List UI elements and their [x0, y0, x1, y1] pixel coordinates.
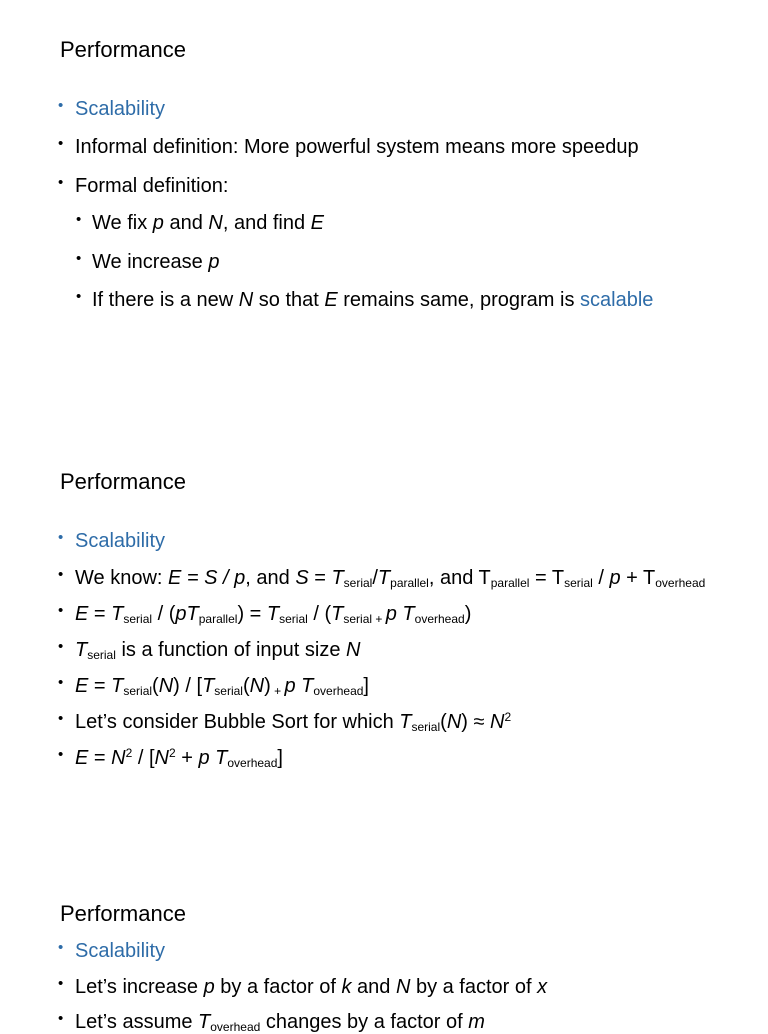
slide-title: Performance	[60, 37, 186, 62]
slide-title: Performance	[60, 469, 186, 494]
bullet-efficiency-n-squared: • $E = N^2 / [N^2 + p$ $T_{overhead}$]	[75, 746, 283, 770]
bullet-increase-p: • We increase p	[92, 250, 219, 274]
bullet-assume-overhead: • Let’s assume $T_{overhead}$ changes by a factor of m	[75, 1010, 485, 1034]
bullet-scalability: • Scalability	[75, 529, 165, 553]
bullet-informal-definition: • Informal definition: More powerful system means more speedup	[75, 135, 639, 159]
bullet-formal-definition: • Formal definition:	[75, 174, 228, 198]
bullet-efficiency-formula: • $E = T_{serial} / (pT_{parallel}) = T_{serial} / (T_{serial}$ $_+$ p $T_{overhead}$)	[75, 602, 471, 626]
bullet-increase-p-n: • Let’s increase p by a factor of k and N by a factor of x	[75, 975, 547, 999]
scalable-term: scalable	[580, 289, 654, 311]
bullet-new-n-scalable: • If there is a new N so that E remains same, program is scalable	[92, 288, 653, 312]
bullet-tserial-function: • $T_{serial}$ is a function of input size N	[75, 638, 361, 662]
bullet-efficiency-n: • $E = T_{serial}(N) / [T_{serial}(N)$ $_+$ p $T_{overhead}$]	[75, 674, 369, 698]
bullet-scalability: • Scalability	[75, 939, 165, 963]
bullet-fix-p-n: • We fix p and N, and find E	[92, 211, 324, 235]
slide-title: Performance	[60, 901, 186, 926]
bullet-we-know: • We know: E = S / p, and $S = T_{serial}/T_{parallel}$, and $T_{parallel} = T_{serial} / p + T_{overhead}$	[75, 566, 705, 590]
bullet-bubble-sort: • Let’s consider Bubble Sort for which $T_{serial}(N) \approx N^2$	[75, 710, 511, 734]
bullet-scalability: • Scalability	[75, 97, 165, 121]
